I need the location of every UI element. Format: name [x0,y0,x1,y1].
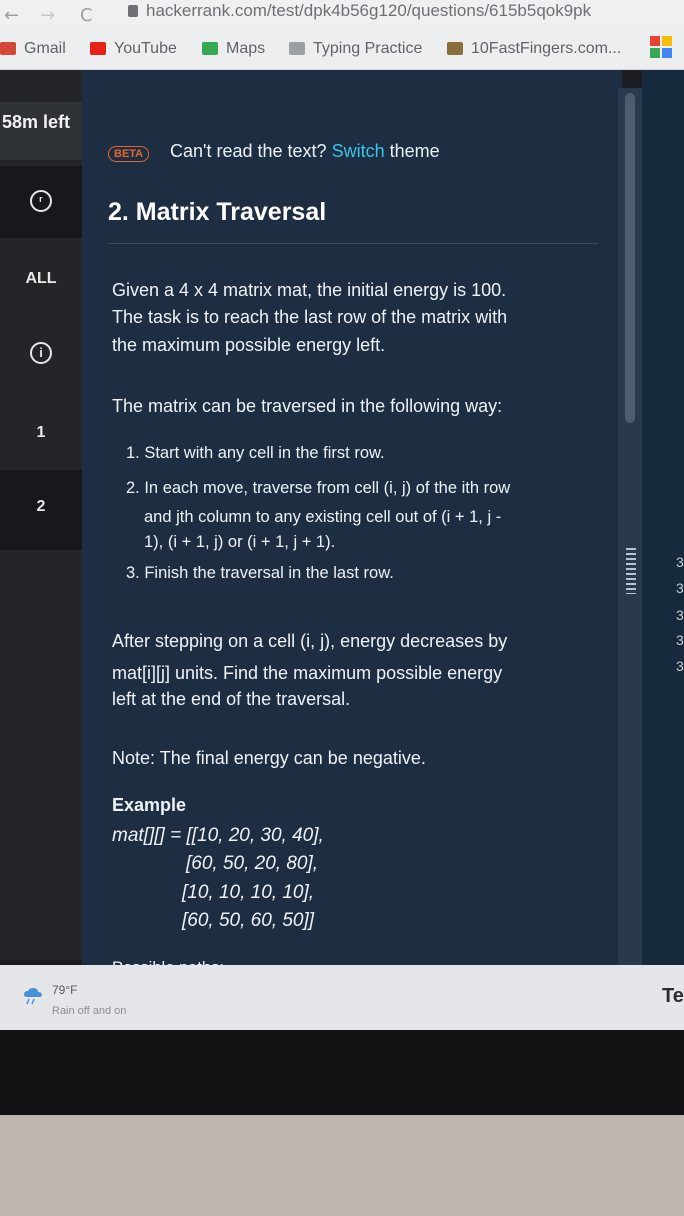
statement-line: Given a 4 x 4 matrix mat, the initial energy is 100. [112,280,507,300]
url-text: hackerrank.com/test/dpk4b56g120/questions/615b5qok9pk [146,1,592,20]
reload-icon[interactable]: C [80,5,93,26]
notice-text: Can't read the text? [170,141,327,161]
step-line: 3. Finish the traversal in the last row. [126,564,394,582]
bookmark-label: Typing Practice [313,40,423,57]
statement-line: After stepping on a cell (i, j), energy decreases by [112,631,508,651]
weather-description: Rain off and on [52,1005,127,1017]
editor-line-number: 3 [676,632,684,648]
lock-icon [128,5,138,17]
youtube-icon [90,42,106,55]
bookmark-youtube[interactable] [90,40,177,58]
theme-notice [170,141,440,162]
bookmarks-bar [0,30,684,70]
maps-icon [202,42,218,55]
scroll-thumb[interactable] [625,93,635,423]
editor-line-number: 3 [676,580,684,596]
statement-line: left at the end of the traversal. [112,689,351,709]
bookmark-gmail[interactable] [0,40,66,58]
forward-arrow-icon[interactable]: → [40,5,56,26]
typing-practice-icon [289,42,305,55]
example-matrix-line: mat[][] = [[10, 20, 30, 40], [112,825,324,846]
bookmark-label: Gmail [24,40,66,57]
example-matrix-line: [10, 10, 10, 10], [182,882,315,903]
10fastfingers-icon [447,42,463,55]
editor-line-number: 3 [676,554,684,570]
taskbar-edge-text: Te [662,985,684,1007]
sidebar-item-all[interactable] [0,246,82,318]
beta-badge: BETA [108,146,149,162]
example-heading: Example [112,795,187,815]
back-arrow-icon[interactable]: ← [4,5,20,26]
bookmark-typing-practice[interactable] [289,40,422,58]
statement-line: The task is to reach the last row of the matrix with [112,307,508,327]
info-icon: i [30,342,52,364]
apps-grid-icon[interactable] [650,36,672,58]
panel-resize-handle[interactable] [626,548,636,594]
divider [108,243,598,244]
sidebar-item-flag[interactable] [0,166,82,238]
step-line: and jth column to any existing cell out of (i + 1, j - [144,508,502,526]
statement-line: The matrix can be traversed in the following way: [112,396,503,416]
weather-temperature: 79°F [52,983,78,997]
address-bar[interactable] [128,1,684,25]
bookmark-10fastfingers[interactable] [447,40,621,58]
editor-line-number: 3 [676,607,684,623]
switch-theme-link[interactable]: Switch [331,141,385,161]
note-line: Note: The final energy can be negative. [112,748,426,768]
statement-line: mat[i][j] units. Find the maximum possible energy [112,663,503,683]
statement-line: the maximum possible energy left. [112,335,386,355]
bookmark-label: Maps [226,40,266,57]
sidebar-item-label: ALL [25,270,57,287]
bookmark-label: YouTube [114,40,177,57]
sidebar-item-2[interactable] [0,470,82,550]
editor-line-number: 3 [676,658,684,674]
flag-icon: ʳ [30,190,52,212]
step-line: 1. Start with any cell in the first row. [126,444,385,462]
editor-panel [642,70,684,1000]
example-matrix-line: [60, 50, 60, 50]] [182,910,315,931]
step-line: 2. In each move, traverse from cell (i, j) of the ith row [126,479,511,497]
example-matrix-line: [60, 50, 20, 80], [186,853,319,874]
bookmark-maps[interactable] [202,40,265,58]
sidebar-item-1[interactable] [0,400,82,472]
time-remaining: 58m left [0,102,82,160]
rain-cloud-icon [22,987,44,1005]
browser-top-bar [0,0,684,30]
bookmark-label: 10FastFingers.com... [471,40,622,57]
taskbar [0,965,684,1035]
problem-title: 2. Matrix Traversal [108,198,327,226]
sidebar-item-label: 2 [36,498,46,515]
desk-surface [0,1115,684,1216]
notice-text: theme [389,141,440,161]
step-line: 1), (i + 1, j) or (i + 1, j + 1). [144,533,336,551]
sidebar-item-label: 1 [36,424,46,441]
gmail-icon [0,42,16,55]
sidebar-item-info[interactable] [0,318,82,390]
